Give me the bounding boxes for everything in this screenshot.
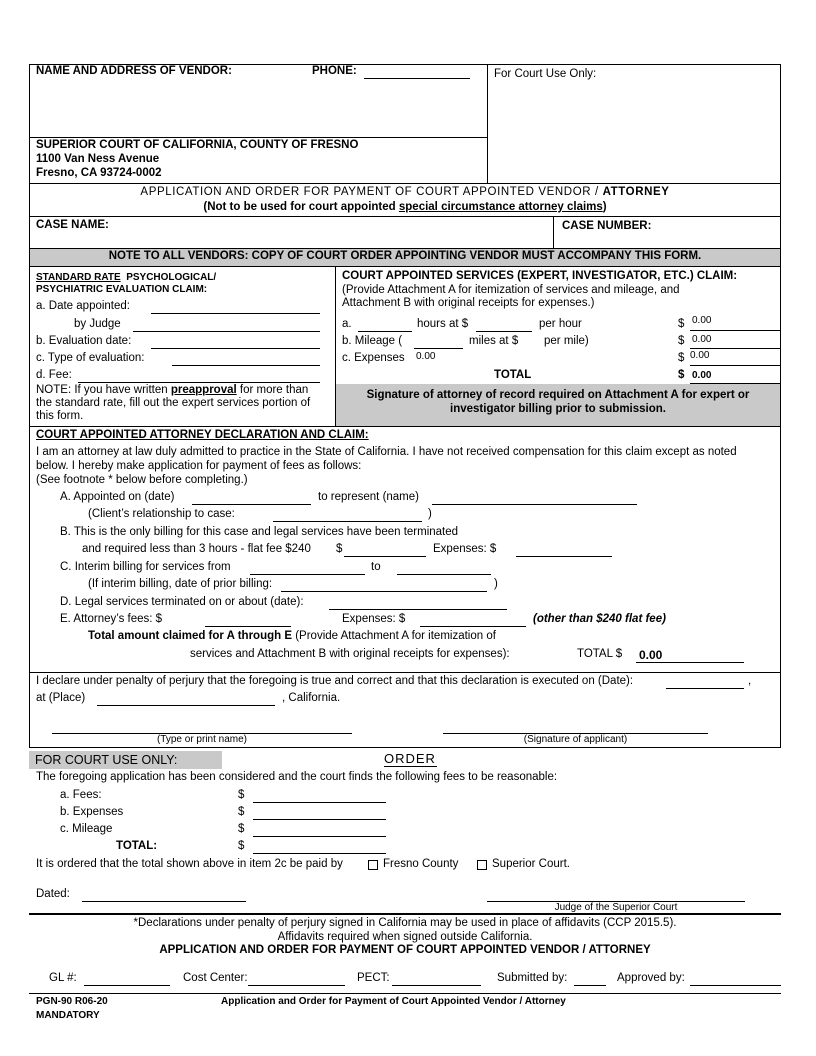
std-eval-type-label: c. Type of evaluation: xyxy=(36,352,145,364)
item-b-flat-fee: and required less than 3 hours - flat fee $240 xyxy=(82,543,311,555)
standard-head2: PSYCHIATRIC EVALUATION CLAIM: xyxy=(36,284,208,295)
item-a-represent-label: to represent (name) xyxy=(318,491,419,503)
svc-mileage-label: b. Mileage ( xyxy=(342,335,403,347)
svc-amount-a-line xyxy=(690,330,780,331)
case-row xyxy=(29,216,781,249)
court-city: Fresno, CA 93724-0002 xyxy=(36,167,162,179)
subtitle-under: special circumstance attorney claims xyxy=(398,201,603,213)
svc-hours-field[interactable] xyxy=(358,331,412,332)
order-paid-by: It is ordered that the total shown above in item 2c be paid by xyxy=(36,858,343,870)
svc-a-label: a. xyxy=(342,318,352,330)
svc-amount-total-line xyxy=(690,383,780,384)
std-fee-field[interactable] xyxy=(78,382,320,383)
order-expenses-label: b. Expenses xyxy=(60,806,124,818)
order-mileage-dollar: $ xyxy=(238,823,245,835)
item-d-date-field[interactable] xyxy=(329,609,507,610)
item-c-to-label: to xyxy=(371,561,381,573)
svc-amount-a[interactable]: 0.00 xyxy=(692,315,712,326)
footer-title: Application and Order for Payment of Court Appointed Vendor / Attorney xyxy=(221,996,566,1007)
grand-total-line xyxy=(636,662,744,663)
gl-label: GL #: xyxy=(49,972,77,984)
signature-note xyxy=(336,388,780,416)
order-intro: The foregoing application has been considered and the court finds the following fees to be reasonable: xyxy=(36,771,558,783)
order-total-label: TOTAL: xyxy=(116,840,158,852)
applicant-signature-label: (Signature of applicant) xyxy=(523,734,628,745)
court-street: 1100 Van Ness Avenue xyxy=(36,153,160,165)
std-eval-date-label: b. Evaluation date: xyxy=(36,335,132,347)
subtitle-pre: (Not to be used for court appointed xyxy=(203,201,399,213)
gl-field[interactable] xyxy=(84,985,170,986)
item-b-label: B. This is the only billing for this case and legal services have been terminated xyxy=(60,526,459,538)
court-use-box xyxy=(487,64,781,184)
approved-by-label: Approved by: xyxy=(617,972,685,984)
services-sub2: Attachment B with original receipts for expenses.) xyxy=(342,297,595,309)
svc-per-mile-label: per mile) xyxy=(544,335,589,347)
item-c-to-field[interactable] xyxy=(397,574,491,575)
item-e-note: (other than $240 flat fee) xyxy=(533,613,666,625)
std-judge-field[interactable] xyxy=(133,331,320,332)
item-a-relationship-field[interactable] xyxy=(273,521,422,522)
svc-expenses-value[interactable]: 0.00 xyxy=(416,351,436,362)
grand-total-label: TOTAL $ xyxy=(577,648,623,660)
item-c-close: ) xyxy=(494,578,498,590)
item-c-prior-label: (If interim billing, date of prior billing: xyxy=(88,578,273,590)
std-eval-type-field[interactable] xyxy=(172,365,320,366)
order-expenses-dollar: $ xyxy=(238,806,245,818)
attorney-p3: (See footnote * below before completing.) xyxy=(36,474,248,486)
fresno-county-label: Fresno County xyxy=(383,858,459,870)
item-a-date-field[interactable] xyxy=(192,504,311,505)
std-note-1: NOTE: If you have written xyxy=(36,384,171,396)
std-date-appointed-label: a. Date appointed: xyxy=(36,300,130,312)
item-c-prior-field[interactable] xyxy=(281,591,487,592)
item-c-from-field[interactable] xyxy=(250,574,365,575)
total-claimed-label: Total amount claimed for A through E xyxy=(88,630,293,642)
declaration-comma: , xyxy=(748,675,752,687)
order-fees-dollar: $ xyxy=(238,789,245,801)
court-use-only-label: FOR COURT USE ONLY: xyxy=(35,753,178,767)
svc-per-hour-label: per hour xyxy=(539,318,582,330)
declaration-text: I declare under penalty of perjury that the foregoing is true and correct and that this declaration is executed on (Date): xyxy=(36,675,634,687)
note-text: NOTE TO ALL VENDORS: COPY OF COURT ORDER APPOINTING VENDOR MUST ACCOMPANY THIS FORM. xyxy=(108,250,702,262)
dated-field[interactable] xyxy=(82,901,246,902)
declaration-place-field[interactable] xyxy=(97,705,275,706)
svc-dollar-total: $ xyxy=(678,369,685,381)
services-sub1: (Provide Attachment A for itemization of services and mileage, and xyxy=(342,284,680,296)
vendor-name-label: NAME AND ADDRESS OF VENDOR: xyxy=(36,65,232,77)
std-note xyxy=(36,384,332,423)
std-note-2: for more than xyxy=(236,384,309,396)
pect-label: PECT: xyxy=(357,972,390,984)
superior-court-label: Superior Court. xyxy=(492,858,570,870)
order-mileage-label: c. Mileage xyxy=(60,823,113,835)
item-a-client-field[interactable] xyxy=(432,504,637,505)
order-expenses-field[interactable] xyxy=(253,819,386,820)
item-a-label: A. Appointed on (date) xyxy=(60,491,175,503)
std-note-3: the standard rate, fill out the expert services portion of xyxy=(36,397,311,409)
item-e-expenses-label: Expenses: $ xyxy=(342,613,406,625)
order-total-dollar: $ xyxy=(238,840,245,852)
svc-amount-b[interactable]: 0.00 xyxy=(692,334,712,345)
order-total-field[interactable] xyxy=(253,853,386,854)
svc-hours-label: hours at $ xyxy=(417,318,469,330)
court-name: SUPERIOR COURT OF CALIFORNIA, COUNTY OF FRESNO xyxy=(36,139,359,151)
svc-rate-field[interactable] xyxy=(476,331,532,332)
subtitle-post: ) xyxy=(602,201,607,213)
item-e-fees-field[interactable] xyxy=(205,626,291,627)
order-mileage-field[interactable] xyxy=(253,836,386,837)
svc-amount-total[interactable]: 0.00 xyxy=(692,370,712,381)
order-rule xyxy=(29,913,781,915)
order-title-underline xyxy=(384,766,437,767)
form-subtitle xyxy=(29,201,781,213)
dated-label: Dated: xyxy=(36,888,70,900)
svc-dollar-c: $ xyxy=(678,352,685,364)
item-b-dollar: $ xyxy=(336,543,343,555)
attorney-p1: I am an attorney at law duly admitted to practice in the State of California. I have not received compensation for this claim except as noted xyxy=(36,446,737,458)
item-a-relationship-label: (Client’s relationship to case: xyxy=(88,508,235,520)
svc-amount-c[interactable]: 0.00 xyxy=(690,350,710,361)
form-title-main: APPLICATION AND ORDER FOR PAYMENT OF COURT APPOINTED VENDOR / xyxy=(140,186,603,198)
footer-rule xyxy=(29,993,781,994)
services-head: COURT APPOINTED SERVICES (EXPERT, INVESTIGATOR, ETC.) CLAIM: xyxy=(342,270,738,282)
footnote-title: APPLICATION AND ORDER FOR PAYMENT OF COURT APPOINTED VENDOR / ATTORNEY xyxy=(159,944,651,956)
signature-note-2: investigator billing prior to submission. xyxy=(450,403,666,415)
order-title: ORDER xyxy=(384,751,436,766)
form-title-bold: ATTORNEY xyxy=(602,186,670,198)
declaration-place-label: at (Place) xyxy=(36,692,86,704)
item-e-label: E. Attorney’s fees: $ xyxy=(60,613,163,625)
total-claimed-note: (Provide Attachment A for itemization of xyxy=(292,630,496,642)
item-b-expenses-field[interactable] xyxy=(516,556,612,557)
cost-center-label: Cost Center: xyxy=(183,972,248,984)
phone-field[interactable] xyxy=(364,78,470,79)
declaration-california: , California. xyxy=(282,692,341,704)
item-b-expenses-label: Expenses: $ xyxy=(433,543,497,555)
order-fees-field[interactable] xyxy=(253,802,386,803)
judge-signature-label: Judge of the Superior Court xyxy=(554,902,678,913)
std-note-4: this form. xyxy=(36,410,84,422)
superior-court-checkbox[interactable] xyxy=(477,860,487,870)
standard-psych-label: PSYCHOLOGICAL/ xyxy=(126,272,217,283)
signature-note-1: Signature of attorney of record required on Attachment A for expert or xyxy=(366,389,750,401)
svc-expenses-label: c. Expenses xyxy=(342,352,405,364)
form-mandatory: MANDATORY xyxy=(36,1010,100,1021)
case-divider xyxy=(553,216,554,249)
court-use-label: For Court Use Only: xyxy=(494,68,597,80)
standard-head1 xyxy=(36,272,216,283)
svc-dollar-b: $ xyxy=(678,335,685,347)
std-judge-label: by Judge xyxy=(74,318,121,330)
item-b-fee-field[interactable] xyxy=(344,556,426,557)
pect-field[interactable] xyxy=(392,985,481,986)
std-fee-label: d. Fee: xyxy=(36,369,72,381)
fresno-county-checkbox[interactable] xyxy=(368,860,378,870)
approved-by-field[interactable] xyxy=(690,985,781,986)
svc-amount-c-line xyxy=(690,365,780,366)
footnote-1: *Declarations under penalty of perjury signed in California may be used in place of affidavits (CCP 2015.5). xyxy=(133,917,677,929)
case-name-label: CASE NAME: xyxy=(36,219,109,231)
svc-miles-label: miles at $ xyxy=(469,335,519,347)
svc-amount-b-line xyxy=(690,348,780,349)
form-code: PGN-90 R06-20 xyxy=(36,996,108,1007)
grand-total-value[interactable]: 0.00 xyxy=(639,648,663,662)
footnote-2: Affidavits required when signed outside California. xyxy=(277,931,533,943)
total-claimed-note-2: services and Attachment B with original receipts for expenses): xyxy=(190,648,510,660)
std-eval-date-field[interactable] xyxy=(151,348,320,349)
std-note-preapproval: preapproval xyxy=(170,384,237,396)
print-name-label: (Type or print name) xyxy=(156,734,248,745)
standard-rate-label: STANDARD RATE xyxy=(36,272,121,283)
submitted-by-field[interactable] xyxy=(574,985,606,986)
std-date-appointed-field[interactable] xyxy=(151,313,320,314)
phone-label: PHONE: xyxy=(312,65,357,77)
attorney-head: COURT APPOINTED ATTORNEY DECLARATION AND CLAIM: xyxy=(36,429,369,441)
cost-center-field[interactable] xyxy=(248,985,345,986)
order-fees-label: a. Fees: xyxy=(60,789,102,801)
svc-miles-field[interactable] xyxy=(414,348,463,349)
item-c-label: C. Interim billing for services from xyxy=(60,561,231,573)
item-e-expenses-field[interactable] xyxy=(420,626,526,627)
total-line-1 xyxy=(88,630,496,642)
svc-total-label: TOTAL xyxy=(494,369,532,381)
submitted-by-label: Submitted by: xyxy=(497,972,568,984)
svc-dollar-a: $ xyxy=(678,318,685,330)
declaration-date-field[interactable] xyxy=(666,688,744,689)
attorney-p2: below. I hereby make application for payment of fees as follows: xyxy=(36,460,362,472)
form-title xyxy=(29,186,781,198)
item-d-label: D. Legal services terminated on or about (date): xyxy=(60,596,304,608)
case-number-label: CASE NUMBER: xyxy=(562,220,652,232)
item-a-close: ) xyxy=(428,508,432,520)
